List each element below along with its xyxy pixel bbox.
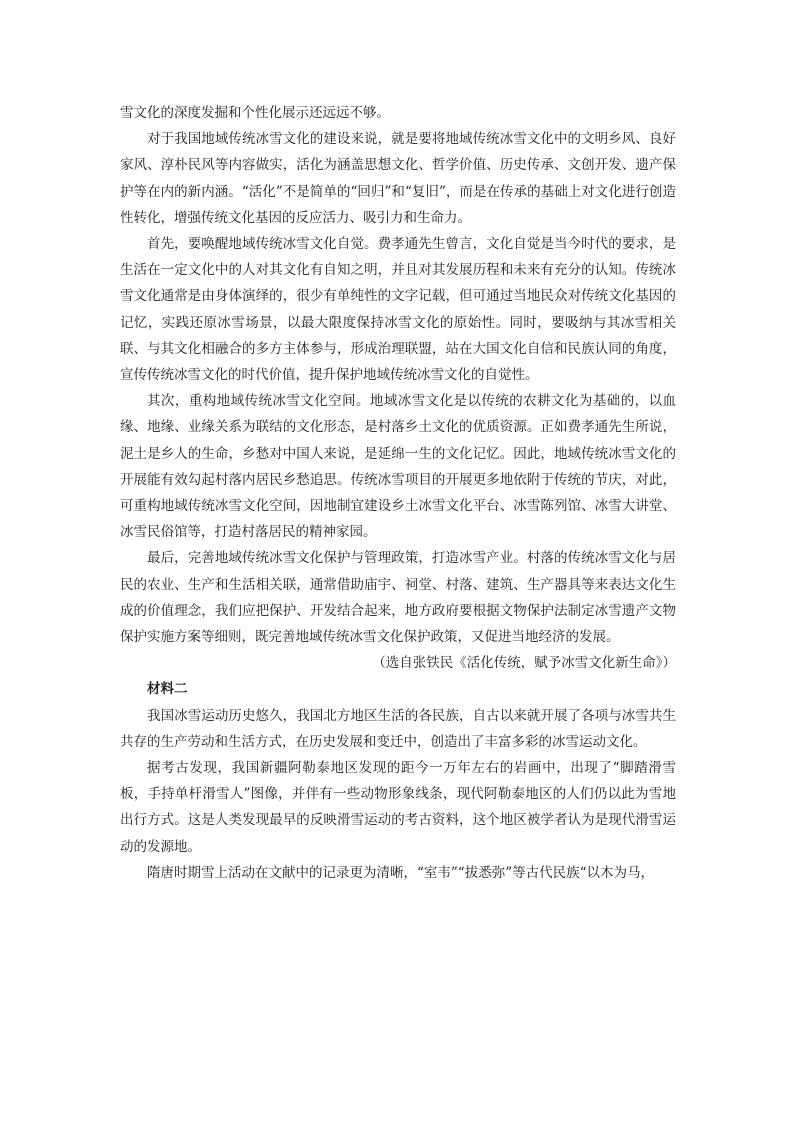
document-body xyxy=(120,100,676,886)
paragraph-last: 最后，完善地域传统冰雪文化保护与管理政策，打造冰雪产业。村落的传统冰雪文化与居民的农业、生产和生活相关联，通常借助庙宇、祠堂、村落、建筑、生产器具等来表达文化生成的价值理念，我们应把保护、开发结合起来，地方政府要根据文物保护法制定冰雪遗产文物保护实施方案等细则，既完善地域传统冰雪文化保护政策，又促进当地经济的发展。 xyxy=(120,550,676,646)
paragraph-archaeology: 据考古发现，我国新疆阿勒泰地区发现的距今一万年左右的岩画中，出现了“脚踏滑雪板，手持单杆滑雪人”图像，并伴有一些动物形象线条，现代阿勒泰地区的人们仍以此为雪地出行方式。这是人类发现最早的反映滑雪运动的考古资料，这个地区被学者认为是现代滑雪运动的发源地。 xyxy=(120,760,676,855)
material-two-heading: 材料二 xyxy=(147,681,188,698)
source-citation: （选自张铁民《活化传统，赋予冰雪文化新生命》） xyxy=(372,655,676,672)
paragraph-sui-tang: 隋唐时期雪上活动在文献中的记录更为清晰，“室韦”“拔悉弥”等古代民族“以木为马， xyxy=(147,864,655,881)
paragraph-history: 我国冰雪运动历史悠久，我国北方地区生活的各民族，自古以来就开展了各项与冰雪共生共存的生产劳动和生活方式，在历史发展和变迁中，创造出了丰富多彩的冰雪运动文化。 xyxy=(120,707,676,750)
paragraph-second: 其次，重构地域传统冰雪文化空间。地域冰雪文化是以传统的农耕文化为基础的，以血缘、地缘、业缘关系为联结的文化形态，是村落乡土文化的优质资源。正如费孝通先生所说，泥土是乡人的生命，乡愁对中国人来说，是延绵一生的文化记忆。因此，地域传统冰雪文化的开展能有效勾起村落内居民乡愁追思。传统冰雪项目的开展更多地依附于传统的节庆，对此，可重构地域传统冰雪文化空间，因地制宜建设乡土冰雪文化平台、冰雪陈列馆、冰雪大讲堂、冰雪民俗馆等，打造村落居民的精神家园。 xyxy=(120,393,676,541)
paragraph-first: 首先，要唤醒地域传统冰雪文化自觉。费孝通先生曾言，文化自觉是当今时代的要求，是生活在一定文化中的人对其文化有自知之明，并且对其发展历程和未来有充分的认知。传统冰雪文化通常是由身体演绎的，很少有单纯性的文字记载，但可通过当地民众对传统文化基因的记忆，实践还原冰雪场景，以最大限度保持冰雪文化的原始性。同时，要吸纳与其冰雪相关联、与其文化相融合的多方主体参与，形成治理联盟，站在大国文化自信和民族认同的角度，宣传传统冰雪文化的时代价值，提升保护地域传统冰雪文化的自觉性。 xyxy=(120,236,676,384)
paragraph-continuation: 雪文化的深度发掘和个性化展示还远远不够。 xyxy=(120,105,390,121)
paragraph-activation: 对于我国地域传统冰雪文化的建设来说，就是要将地域传统冰雪文化中的文明乡风、良好家风、淳朴民风等内容做实，活化为涵盖思想文化、哲学价值、历史传承、文创开发、遗产保护等在内的新内涵。“活化”不是简单的“回归”和“复旧”，而是在传承的基础上对文化进行创造性转化，增强传统文化基因的反应活力、吸引力和生命力。 xyxy=(120,131,676,226)
